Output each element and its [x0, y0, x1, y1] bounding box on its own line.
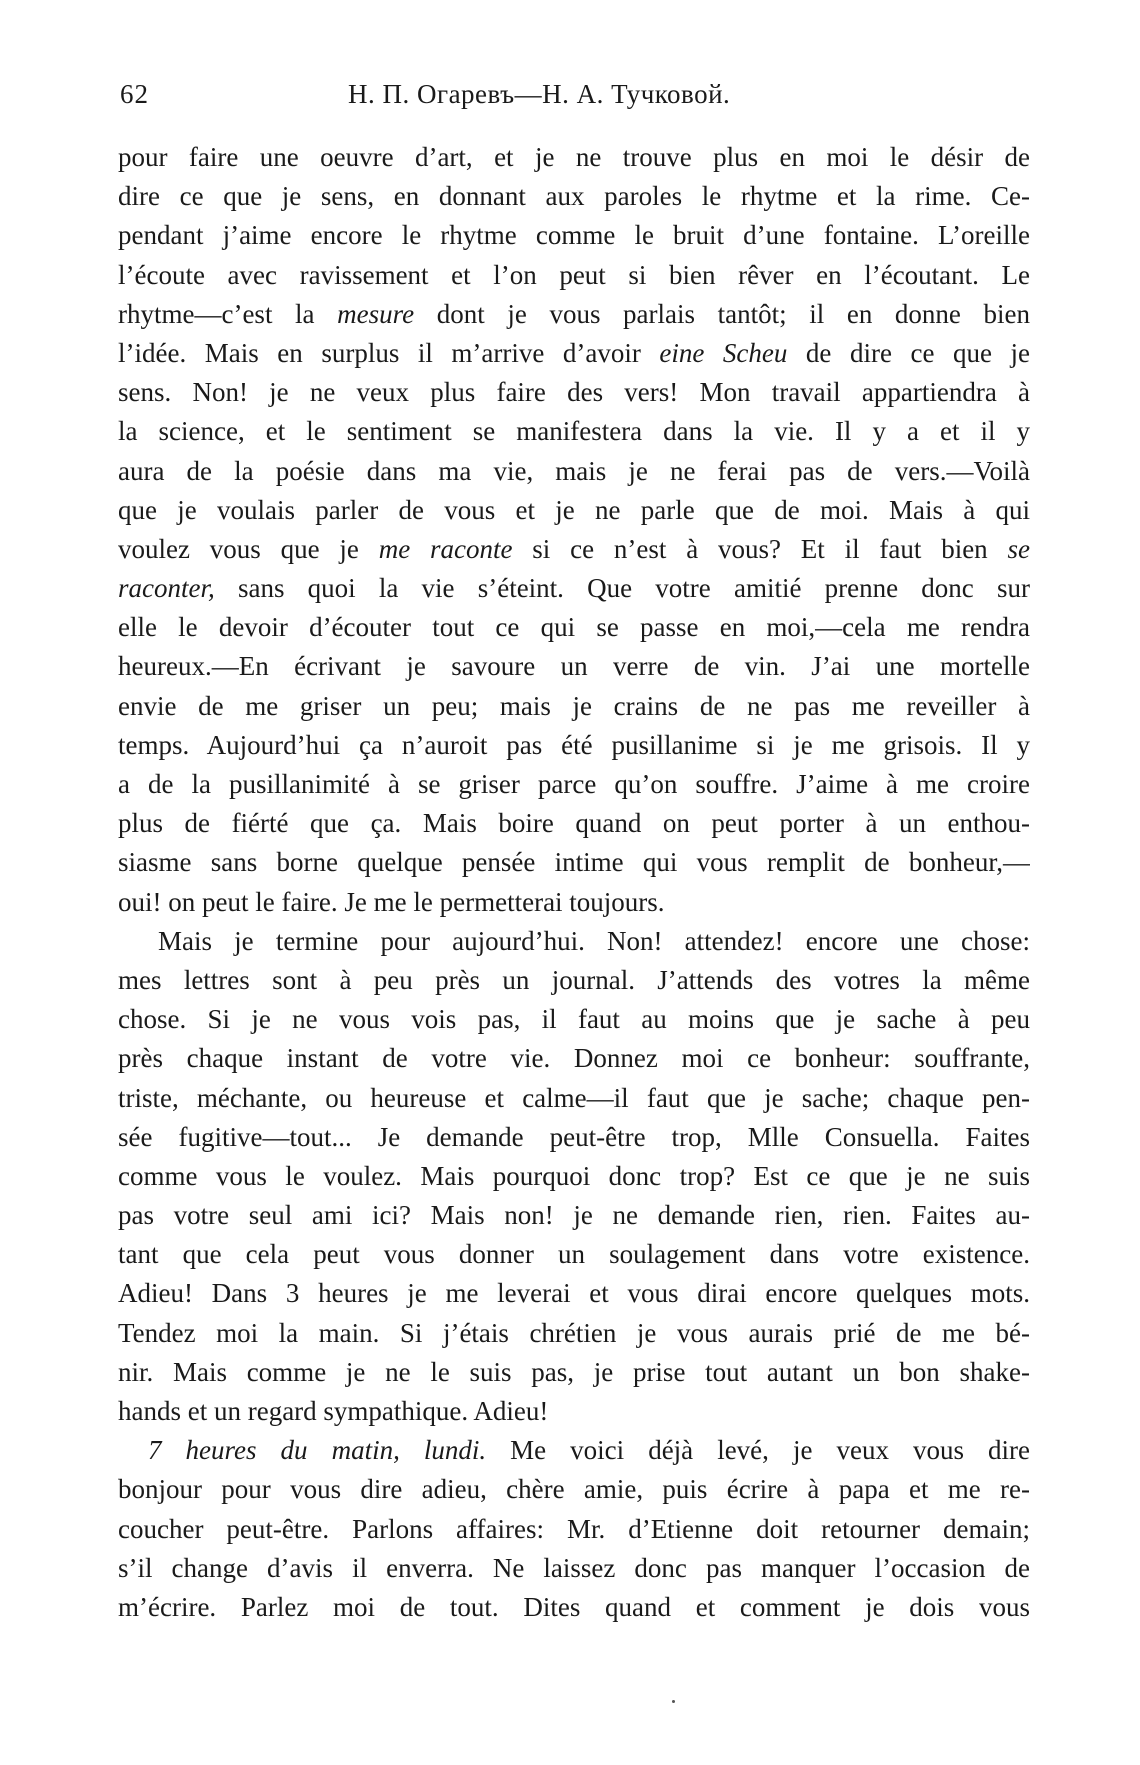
- paragraph-2: [118, 922, 1030, 1431]
- page-number: 62: [120, 79, 149, 109]
- italic-fragment: eine Scheu: [659, 337, 788, 368]
- text-line: siasme sans borne quelque pensée intime qui vous remplit de bonheur,—: [118, 847, 1030, 878]
- text-line: aura de la poésie dans ma vie, mais je ne ferai pas de vers.—Voilà: [118, 455, 1030, 486]
- text-line: pas votre seul ami ici? Mais non! je ne demande rien, rien. Faites au-: [118, 1200, 1030, 1231]
- text-line: Tendez moi la main. Si j’étais chrétien je vous aurais prié de me bé-: [118, 1317, 1030, 1348]
- text-line: dire ce que je sens, en donnant aux paroles le rhytme et la rime. Ce-: [118, 181, 1030, 212]
- text-line: mes lettres sont à peu près un journal. J’attends des votres la même: [118, 964, 1030, 995]
- text-line: bonjour pour vous dire adieu, chère amie, puis écrire à papa et me re-: [118, 1474, 1030, 1505]
- text-line: sens. Non! je ne veux plus faire des vers! Mon travail appartiendra à: [118, 377, 1030, 408]
- italic-fragment: me raconte: [378, 533, 513, 564]
- text-line: [118, 334, 1030, 373]
- text-line: Mais je termine pour aujourd’hui. Non! attendez! encore une chose:: [158, 925, 1030, 956]
- italic-fragment: se: [1007, 533, 1030, 564]
- ink-speck: [672, 1700, 675, 1703]
- text-line: la science, et le sentiment se manifestera dans la vie. Il y a et il y: [118, 416, 1030, 447]
- text-line: [118, 295, 1030, 334]
- text-line: elle le devoir d’écouter tout ce qui se passe en moi,—cela me rendra: [118, 612, 1030, 643]
- running-title: Н. П. Огаревъ—Н. А. Тучковой.: [348, 79, 731, 109]
- text-fragment: si ce n’est à vous? Et il faut bien: [512, 533, 1008, 564]
- text-line: [118, 530, 1030, 569]
- text-line: Adieu! Dans 3 heures je me leverai et vous dirai encore quelques mots.: [118, 1278, 1030, 1309]
- text-fragment: voulez vous que je: [118, 533, 379, 564]
- italic-fragment: raconter,: [118, 573, 215, 604]
- text-line: pour faire une oeuvre d’art, et je ne trouve plus en moi le désir de: [118, 142, 1030, 172]
- text-line: que je voulais parler de vous et je ne parle que de moi. Mais à qui: [118, 494, 1030, 525]
- text-fragment: rhytme—c’est la: [118, 298, 338, 329]
- text-line: chose. Si je ne vous vois pas, il faut au moins que je sache à peu: [118, 1004, 1030, 1035]
- text-line: s’il change d’avis il enverra. Ne laissez donc pas manquer l’occasion de: [118, 1552, 1030, 1583]
- text-line: heureux.—En écrivant je savoure un verre de vin. J’ai une mortelle: [118, 651, 1030, 682]
- text-fragment: Me voici déjà levé, je veux vous dire: [486, 1435, 1030, 1466]
- text-line: m’écrire. Parlez moi de tout. Dites quand et comment je dois vous: [118, 1591, 1030, 1622]
- paragraph-1: [118, 138, 1030, 922]
- text-line: près chaque instant de votre vie. Donnez moi ce bonheur: souffrante,: [118, 1043, 1030, 1074]
- text-line: envie de me griser un peu; mais je crains de ne pas me reveiller à: [118, 690, 1030, 721]
- body-text: [118, 138, 1030, 1627]
- text-fragment: dont je vous parlais tantôt; il en donne bien: [414, 298, 1030, 329]
- text-line: a de la pusillanimité à se griser parce qu’on souffre. J’aime à me croire: [118, 769, 1030, 799]
- text-fragment: l’idée. Mais en surplus il m’arrive d’avoir: [118, 337, 660, 368]
- text-line: comme vous le voulez. Mais pourquoi donc trop? Est ce que je ne suis: [118, 1160, 1030, 1191]
- text-line: temps. Aujourd’hui ça n’auroit pas été pusillanime si je me grisois. Il y: [118, 729, 1030, 760]
- text-line: triste, méchante, ou heureuse et calme—il faut que je sache; chaque pen-: [118, 1082, 1030, 1113]
- text-line: [118, 569, 1030, 608]
- text-line: pendant j’aime encore le rhytme comme le bruit d’une fontaine. L’oreille: [118, 220, 1030, 251]
- text-line: [118, 1431, 1030, 1470]
- text-line: l’écoute avec ravissement et l’on peut si bien rêver en l’écoutant. Le: [118, 259, 1030, 290]
- text-fragment: de dire ce que je: [787, 337, 1030, 368]
- paragraph-3: [118, 1431, 1030, 1627]
- text-line: coucher peut-être. Parlons affaires: Mr. d’Etienne doit retourner demain;: [118, 1513, 1030, 1544]
- italic-fragment: mesure: [337, 298, 415, 329]
- text-line: plus de fiérté que ça. Mais boire quand on peut porter à un enthou-: [118, 808, 1030, 839]
- text-fragment: sans quoi la vie s’éteint. Que votre amitié prenne donc sur: [214, 573, 1030, 604]
- text-line: sée fugitive—tout... Je demande peut-être trop, Mlle Consuella. Faites: [118, 1121, 1030, 1152]
- italic-fragment: 7 heures du matin, lundi.: [148, 1435, 487, 1466]
- text-line: oui! on peut le faire. Je me le permetterai toujours.: [118, 886, 665, 917]
- text-line: nir. Mais comme je ne le suis pas, je prise tout autant un bon shake-: [118, 1356, 1030, 1387]
- text-line: hands et un regard sympathique. Adieu!: [118, 1396, 549, 1426]
- text-line: tant que cela peut vous donner un soulagement dans votre existence.: [118, 1239, 1030, 1270]
- running-head: [120, 74, 1020, 114]
